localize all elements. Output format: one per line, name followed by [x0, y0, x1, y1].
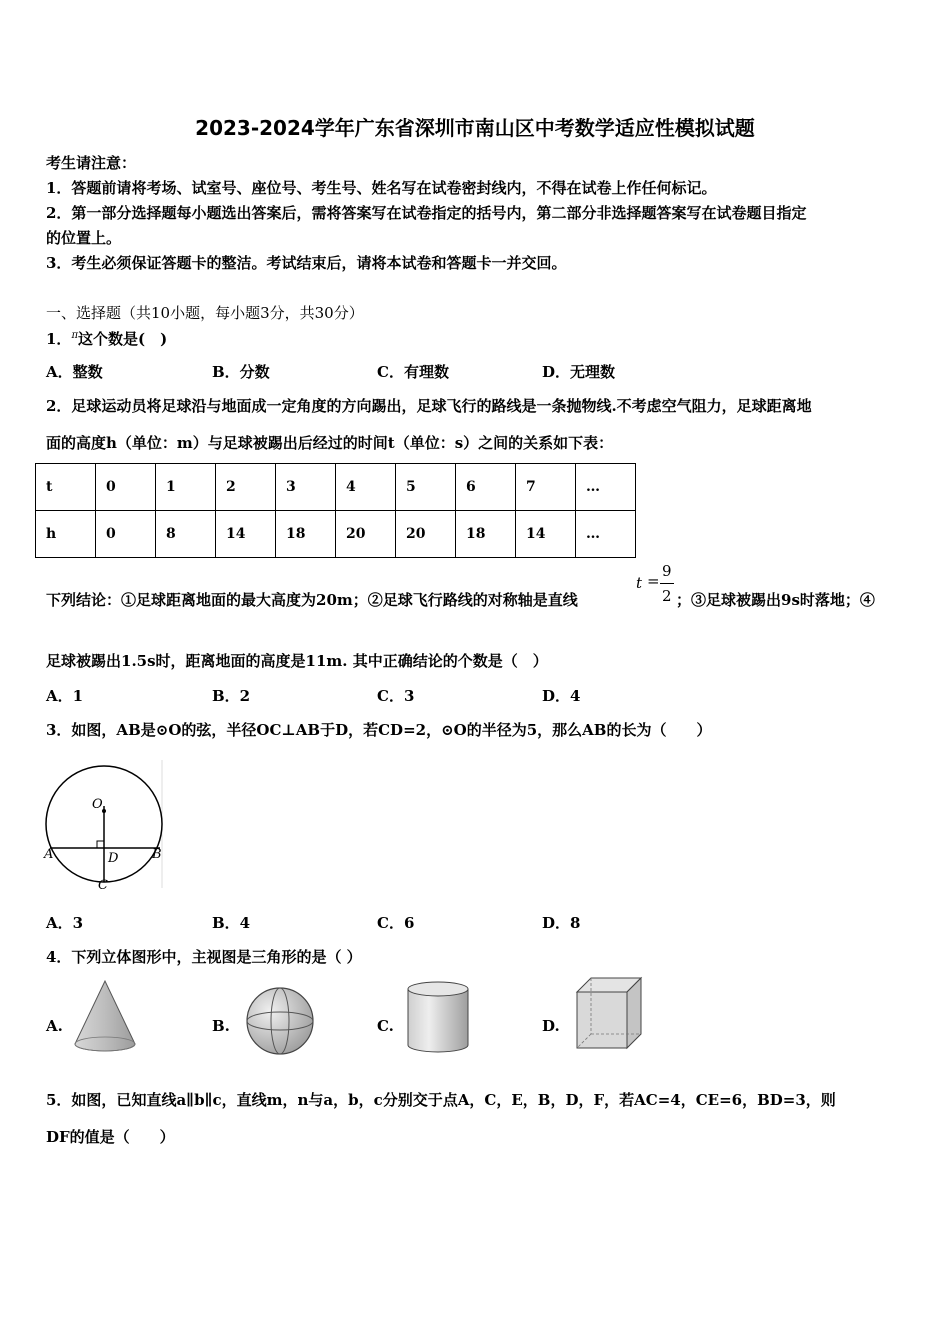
table-cell: 14 — [216, 511, 276, 558]
right-angle-mark — [97, 841, 104, 848]
frac-numerator: 9 — [662, 562, 672, 580]
q5-line-1: 5．如图，已知直线a∥b∥c，直线m，n与a，b，c分别交于点A，C，E，B，D，F，若AC=4，CE=6，BD=3，则 — [46, 1091, 836, 1109]
q3-option-a[interactable]: A．3 — [46, 914, 84, 932]
circle-chord-figure — [42, 758, 167, 893]
question-1 — [46, 328, 167, 349]
q5-line-2: DF的值是（ ） — [46, 1128, 175, 1146]
table-cell: … — [576, 511, 636, 558]
q2-line-1: 2．足球运动员将足球沿与地面成一定角度的方向踢出，足球飞行的路线是一条抛物线.不考虑空气阻力，足球距离地 — [46, 397, 812, 415]
table-cell: 20 — [396, 511, 456, 558]
q2-option-c[interactable]: C．3 — [377, 687, 415, 705]
notice-item-3: 3．考生必须保证答题卡的整洁。考试结束后，请将本试卷和答题卡一并交回。 — [46, 254, 567, 272]
q4-option-a[interactable]: A. — [46, 1017, 63, 1035]
table-cell: 2 — [216, 464, 276, 511]
q3-option-b[interactable]: B．4 — [212, 914, 251, 932]
q3-option-c[interactable]: C．6 — [377, 914, 415, 932]
q3-option-d[interactable]: D．8 — [542, 914, 581, 932]
cube-icon — [573, 976, 645, 1050]
frac-variable: t — [636, 574, 643, 592]
table-cell: 1 — [156, 464, 216, 511]
table-cell: 7 — [516, 464, 576, 511]
notice-item-2-cont: 的位置上。 — [46, 229, 122, 247]
table-cell: 3 — [276, 464, 336, 511]
table-cell: 6 — [456, 464, 516, 511]
label-o: O — [92, 797, 103, 812]
cone-icon — [72, 978, 138, 1054]
q4-option-b[interactable]: B. — [212, 1017, 230, 1035]
frac-denominator: 2 — [662, 587, 672, 605]
q2-conclusions-a: 下列结论：①足球距离地面的最大高度为20m；②足球飞行路线的对称轴是直线 — [46, 591, 578, 609]
label-c: C — [98, 878, 108, 893]
fraction-bar — [660, 583, 674, 584]
q2-conclusions-b: ；③足球被踢出9s时落地；④ — [676, 591, 875, 609]
question-3: 3．如图，AB是⊙O的弦，半径OC⊥AB于D，若CD=2，⊙O的半径为5，那么AB的长为（ ） — [46, 721, 712, 739]
table-cell: t — [36, 464, 96, 511]
table-row-h — [36, 511, 636, 558]
page-title: 2023-2024学年广东省深圳市南山区中考数学适应性模拟试题 — [195, 116, 755, 140]
table-cell: 0 — [96, 511, 156, 558]
question-number: 1． — [46, 330, 72, 348]
question-text: 这个数是( ) — [78, 330, 168, 348]
table-cell: 4 — [336, 464, 396, 511]
q1-option-a[interactable]: A．整数 — [46, 363, 103, 381]
table-cell: … — [576, 464, 636, 511]
table-cell: 20 — [336, 511, 396, 558]
table-cell: 18 — [456, 511, 516, 558]
pi-symbol: π — [71, 330, 79, 341]
table-cell: 0 — [96, 464, 156, 511]
table-cell: 18 — [276, 511, 336, 558]
label-a: A — [44, 847, 54, 862]
notice-item-1: 1．答题前请将考场、试室号、座位号、考生号、姓名写在试卷密封线内，不得在试卷上作任何标记。 — [46, 179, 717, 197]
label-d: D — [108, 851, 119, 866]
table-cell: 5 — [396, 464, 456, 511]
notice-item-2: 2．第一部分选择题每小题选出答案后，需将答案写在试卷指定的括号内，第二部分非选择题答案写在试卷题目指定 — [46, 204, 807, 222]
cylinder-icon — [405, 980, 471, 1055]
q4-option-d[interactable]: D. — [542, 1017, 560, 1035]
data-table — [35, 463, 636, 558]
q2-line-4: 足球被踢出1.5s时，距离地面的高度是11m. 其中正确结论的个数是（ ） — [46, 652, 548, 670]
fraction-t-equals-9-over-2 — [634, 562, 678, 608]
q4-option-c[interactable]: C. — [377, 1017, 394, 1035]
q2-option-d[interactable]: D．4 — [542, 687, 581, 705]
q2-option-a[interactable]: A．1 — [46, 687, 84, 705]
label-b: B — [152, 847, 162, 862]
frac-equals: = — [647, 572, 660, 590]
q2-option-b[interactable]: B．2 — [212, 687, 251, 705]
table-cell: h — [36, 511, 96, 558]
q1-option-b[interactable]: B．分数 — [212, 363, 270, 381]
q2-line-2: 面的高度h（单位：m）与足球被踢出后经过的时间t（单位：s）之间的关系如下表： — [46, 434, 614, 452]
sphere-icon — [244, 985, 316, 1057]
question-4: 4．下列立体图形中，主视图是三角形的是（ ） — [46, 948, 362, 966]
table-row-t — [36, 464, 636, 511]
notice-heading: 考生请注意： — [46, 154, 137, 172]
table-cell: 8 — [156, 511, 216, 558]
q1-option-d[interactable]: D．无理数 — [542, 363, 616, 381]
section-heading: 一、选择题（共10小题，每小题3分，共30分） — [46, 304, 364, 322]
table-cell: 14 — [516, 511, 576, 558]
q1-option-c[interactable]: C．有理数 — [377, 363, 449, 381]
